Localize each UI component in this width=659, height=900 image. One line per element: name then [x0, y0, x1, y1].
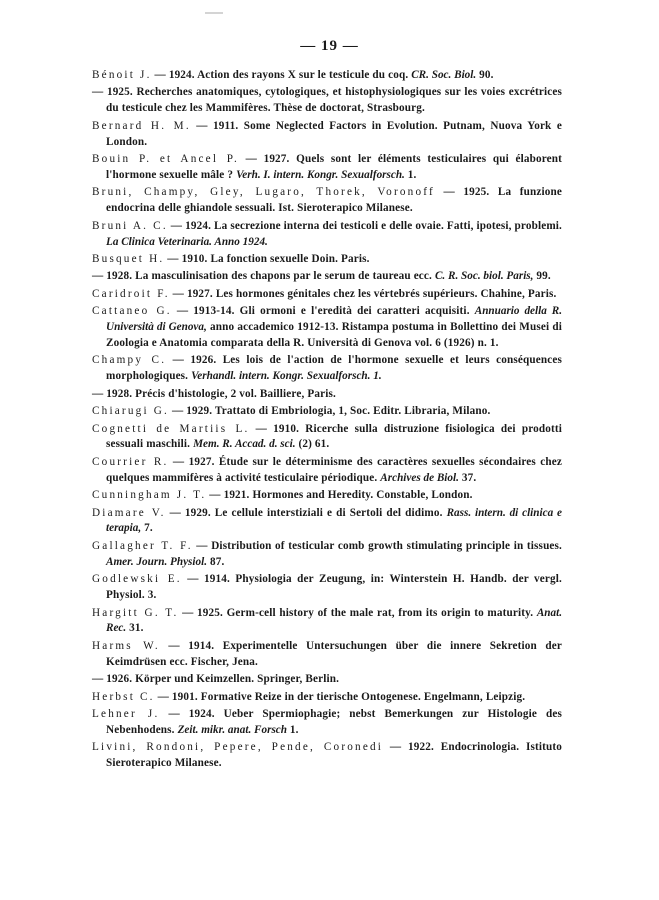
reference-tail: 7.: [141, 522, 153, 535]
reference-entry: [92, 506, 562, 538]
reference-text: — 1922. Endocrinologia. Istituto Sieroterapico Milanese.: [106, 741, 562, 770]
reference-text: — 1929. Le cellule interstiziali e di Sertoli del didimo.: [165, 506, 447, 519]
reference-author: Diamare V.: [92, 506, 166, 519]
reference-journal: La Clinica Veterinaria. Anno 1924.: [106, 235, 268, 248]
reference-tail: 31.: [126, 622, 144, 635]
reference-text: — 1901. Formative Reize in der tierische Ontogenese. Engelmann, Leipzig.: [154, 690, 526, 703]
reference-entry: [92, 387, 562, 403]
reference-author: Hargitt G. T.: [92, 606, 179, 619]
scan-speck: [205, 12, 223, 14]
reference-entry: [92, 639, 562, 671]
reference-text: — 1928. La masculinisation des chapons par le serum de taureau ecc.: [92, 270, 435, 283]
reference-text: — 1925. Germ-cell history of the male rat, from its origin to maturity.: [178, 606, 537, 619]
reference-text: — 1928. Précis d'histologie, 2 vol. Bailliere, Paris.: [92, 387, 336, 400]
reference-author: Bénoit J.: [92, 69, 152, 81]
reference-author: Bruni, Champy, Gley, Lugaro, Thorek, Voronoff: [92, 186, 435, 199]
reference-author: Chiarugi G.: [92, 405, 170, 418]
reference-tail: 87.: [207, 555, 225, 568]
reference-entry: [92, 404, 562, 420]
reference-entry: [92, 185, 562, 217]
reference-author: Lehner J.: [92, 707, 160, 720]
reference-text: — 1911. Some Neglected Factors in Evolution. Putnam, Nuova York e London.: [106, 119, 562, 148]
reference-text: — 1910. La fonction sexuelle Doin. Paris.: [164, 252, 370, 265]
reference-author: Livini, Rondoni, Pepere, Pende, Coronedi: [92, 741, 384, 754]
reference-entry: [92, 455, 562, 487]
reference-author: Courrier R.: [92, 455, 169, 468]
reference-author: Bruni A. C.: [92, 219, 168, 232]
reference-author: Caridroit F.: [92, 287, 170, 300]
reference-entry: [92, 219, 562, 251]
reference-text: — 1914. Experimentelle Untersuchungen über die innere Sekretion der Keimdrüsen ecc. Fischer, Jena.: [106, 639, 562, 668]
reference-author: Herbst C.: [92, 690, 155, 703]
reference-tail: 90.: [476, 69, 494, 81]
reference-entry: [92, 269, 562, 285]
reference-text: — 1926. Les lois de l'action de l'hormone sexuelle et leurs conséquences morphologiques.: [106, 354, 562, 383]
reference-author: Gallagher T. F.: [92, 539, 193, 552]
reference-tail: (2) 61.: [295, 438, 330, 451]
reference-text: — 1925. La funzione endocrina delle ghiandole sessuali. Ist. Sieroterapico Milanese.: [106, 186, 562, 215]
reference-author: Cattaneo G.: [92, 305, 172, 318]
reference-author: Champy C.: [92, 354, 167, 367]
reference-entry: [92, 690, 562, 706]
reference-tail: 99.: [533, 270, 551, 283]
reference-author: Cognetti de Martiis L.: [92, 422, 250, 435]
reference-text: — 1927. Les hormones génitales chez les vértebrés supérieurs. Chahine, Paris.: [169, 287, 557, 300]
reference-text: — 1926. Körper und Keimzellen. Springer, Berlin.: [92, 673, 340, 686]
reference-text: — 1929. Trattato di Embriologia, 1, Soc. Editr. Libraria, Milano.: [169, 405, 491, 418]
reference-entry: [92, 119, 562, 151]
reference-text: — 1913-14. Gli ormoni e l'eredità dei caratteri acquisiti.: [171, 305, 475, 318]
reference-entry: [92, 252, 562, 268]
reference-entry: [92, 606, 562, 638]
reference-author: Bernard H. M.: [92, 119, 191, 132]
reference-entry: [92, 572, 562, 604]
reference-journal: Archives de Biol.: [380, 471, 459, 484]
reference-text: — 1914. Physiologia der Zeugung, in: Winterstein H. Handb. der vergl. Physiol. 3.: [106, 573, 562, 602]
reference-journal: Amer. Journ. Physiol.: [106, 555, 208, 568]
reference-author: Cunningham J. T.: [92, 489, 207, 502]
reference-journal: Mem. R. Accad. d. sci.: [193, 438, 296, 451]
reference-tail: 37.: [458, 471, 477, 484]
reference-journal: CR. Soc. Biol.: [411, 69, 477, 81]
reference-author: Busquet H.: [92, 252, 165, 265]
reference-text: — Distribution of testicular comb growth stimulating principle in tissues.: [192, 539, 563, 552]
reference-journal: C. R. Soc. biol. Paris,: [434, 270, 534, 283]
reference-list: [92, 68, 562, 774]
reference-text: — 1921. Hormones and Heredity. Constable, London.: [206, 489, 473, 502]
reference-entry: [92, 68, 562, 84]
reference-text: — 1924. Action des rayons X sur le testicule du coq.: [151, 69, 412, 81]
reference-journal: Anat. Rec.: [106, 606, 563, 635]
reference-text: — 1910. Ricerche sulla distruzione fisiologica dei prodotti sessuali maschili.: [106, 422, 562, 451]
reference-journal: Verh. I. intern. Kongr. Sexualforsch.: [236, 168, 405, 181]
reference-entry: [92, 287, 562, 303]
reference-entry: [92, 488, 562, 504]
reference-entry: [92, 353, 562, 385]
reference-entry: [92, 85, 562, 117]
reference-journal: Rass. intern. di clinica e terapia,: [106, 506, 562, 535]
reference-journal: Verhandl. intern. Kongr. Sexualforsch. 1.: [191, 370, 382, 383]
reference-journal: Annuario della R. Università di Genova,: [106, 305, 563, 334]
reference-entry: [92, 152, 562, 184]
reference-text: — 1927. Quels sont ler éléments testiculaires qui élaborent l'hormone sexuelle mâle ?: [106, 153, 562, 181]
page-number: — 19 —: [300, 38, 359, 54]
reference-author: Harms W.: [92, 639, 160, 652]
reference-entry: [92, 304, 562, 352]
reference-entry: [92, 672, 562, 688]
reference-tail: 1.: [404, 168, 417, 181]
reference-author: Godlewski E.: [92, 573, 182, 586]
reference-text: — 1924. La secrezione interna dei testicoli e delle ovaie. Fatti, ipotesi, problemi.: [167, 219, 563, 232]
reference-text: — 1927. Étude sur le déterminisme des caractères sexuelles sécondaires chez quelques mammifères à activité testiculaire périodique.: [106, 455, 562, 484]
reference-text: — 1924. Ueber Spermiophagie; nebst Bemerkungen zur Histologie des Nebenhodens.: [106, 707, 562, 736]
reference-entry: [92, 707, 562, 739]
reference-entry: [92, 539, 562, 571]
reference-tail: 1.: [286, 723, 299, 736]
reference-entry: [92, 740, 562, 772]
reference-author: Bouin P. et Ancel P.: [92, 153, 239, 166]
reference-text: — 1925. Recherches anatomiques, cytologiques, et histophysiologiques sur les voies excrétrices du testicule chez les Mammifères. Thèse de doctorat, Strasbourg.: [92, 86, 562, 115]
reference-entry: [92, 422, 562, 454]
reference-journal: Zeit. mikr. anat. Forsch: [177, 723, 287, 736]
reference-tail: anno accademico 1912-13. Ristampa postuma in Bollettino dei Musei di Zoologia e Anatomia comparata della R. Università di Genova vol. 6 (1926) n. 1.: [106, 321, 562, 349]
